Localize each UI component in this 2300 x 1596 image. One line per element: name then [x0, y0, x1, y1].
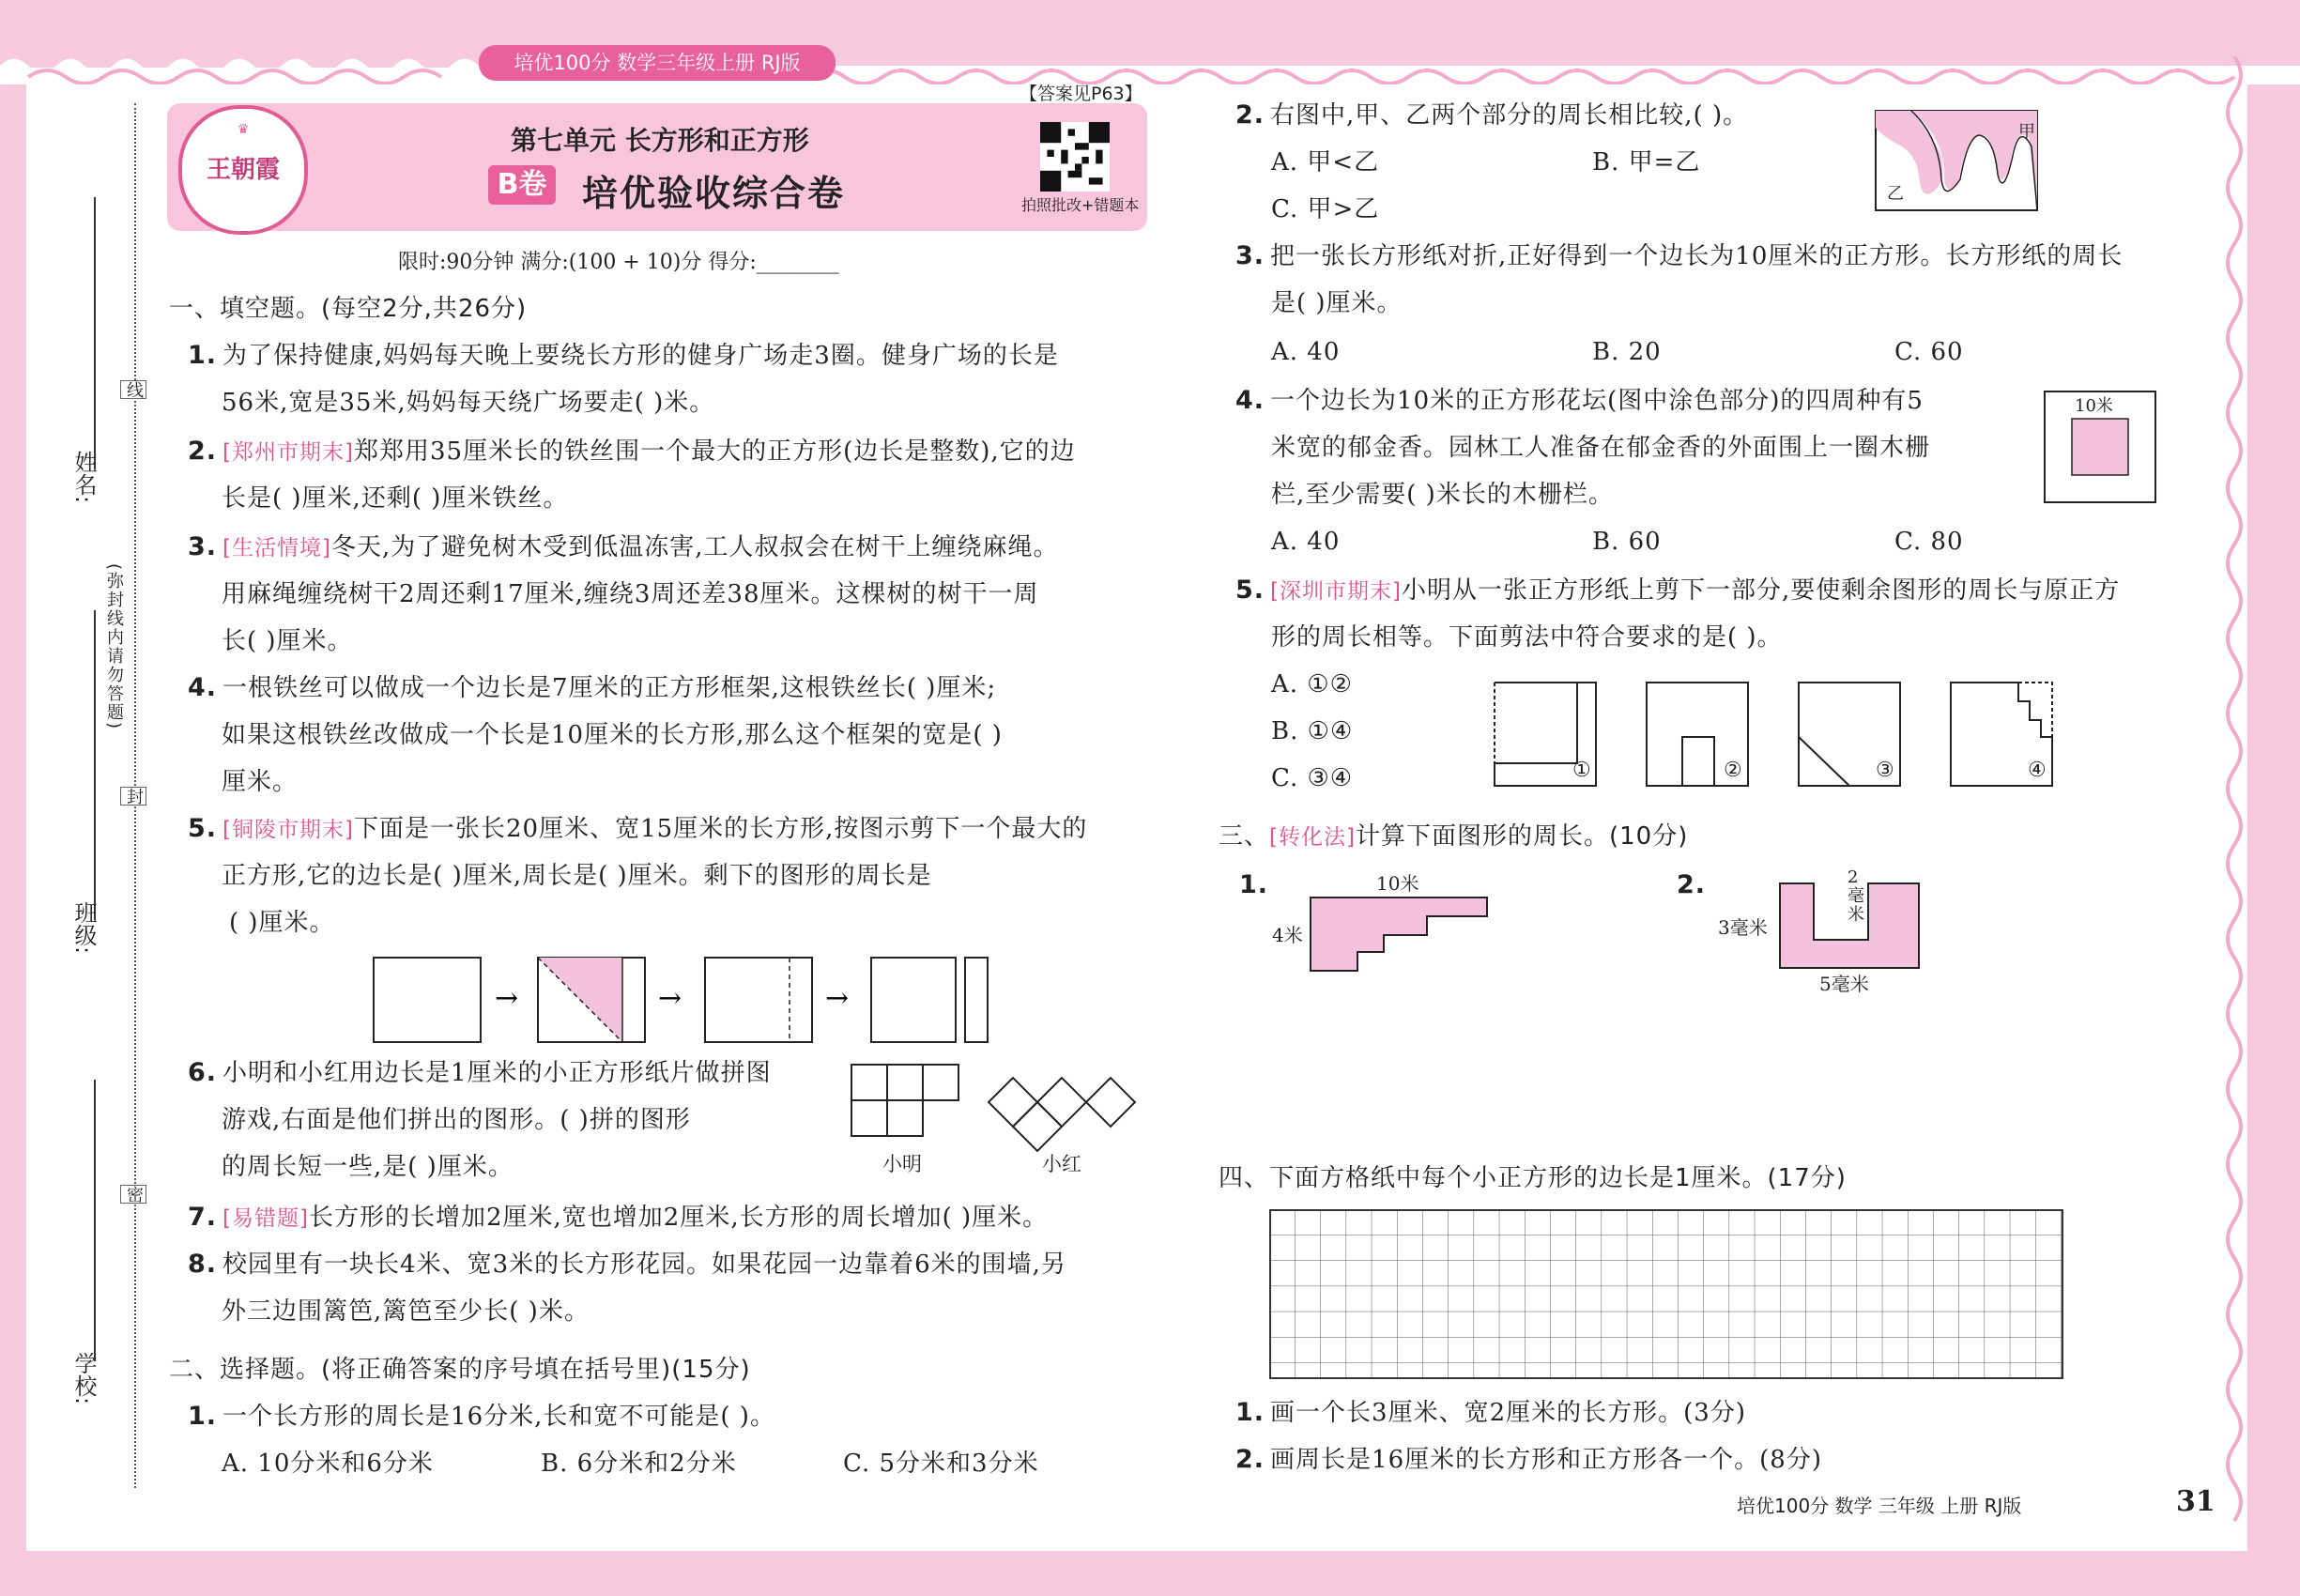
q3-2-number: 2.: [1677, 870, 1707, 899]
q1-2-line1: 2. [郑州市期末]郑郑用35厘米长的铁丝围一个最大的正方形(边长是整数),它的边: [188, 437, 1076, 466]
seal-note: (弥封线内请勿答题): [104, 563, 124, 731]
q1-6-line2: 游戏,右面是他们拼出的图形。( )拼的图形: [222, 1106, 691, 1134]
q1-8-line2: 外三边围篱笆,篱笆至少长( )米。: [222, 1297, 590, 1326]
q1-5-line3: ( )厘米。: [229, 909, 335, 937]
q2-1-line1: 1. 一个长方形的周长是16分米,长和宽不可能是( )。: [188, 1402, 775, 1431]
q3-1-label-left: 4米: [1272, 924, 1303, 946]
q2-5-option-a[interactable]: A. ①②: [1271, 670, 1353, 698]
q2-1-option-c[interactable]: C. 5分米和3分米: [843, 1450, 1039, 1478]
q2-4-line1: 4. 一个边长为10米的正方形花坛(图中涂色部分)的四周种有5: [1235, 386, 1924, 415]
q1-3-line3: 长( )厘米。: [222, 627, 353, 655]
paper-title: 培优验收综合卷: [582, 173, 846, 214]
volume-badge: B卷: [488, 165, 556, 205]
q1-6-label-xiaoming: 小明: [882, 1153, 922, 1175]
q4-1-line: 1. 画一个长3厘米、宽2厘米的长方形。(3分): [1235, 1398, 1746, 1427]
class-fill-line[interactable]: [94, 610, 96, 920]
q1-5-cut-figure: [371, 953, 1009, 1047]
q2-1-option-b[interactable]: B. 6分米和2分米: [541, 1450, 737, 1478]
class-label: 班级:: [70, 901, 97, 955]
school-label: 学校:: [70, 1352, 97, 1405]
q2-3-option-b[interactable]: B. 20: [1592, 338, 1662, 366]
q1-5-line1: 5. [铜陵市期末]下面是一张长20厘米、宽15厘米的长方形,按图示剪下一个最大的: [188, 814, 1088, 843]
brand-logo: [178, 105, 308, 235]
q3-2-label-depth: 2毫米: [1848, 867, 1864, 925]
q2-1-option-a[interactable]: A. 10分米和6分米: [222, 1450, 434, 1478]
q2-5-label-1: ①: [1572, 759, 1591, 782]
grid-paper[interactable]: [1269, 1209, 2077, 1382]
section-4-title: 四、下面方格纸中每个小正方形的边长是1厘米。(17分): [1219, 1164, 1847, 1192]
name-fill-line[interactable]: [94, 197, 96, 469]
q2-4-line3: 栏,至少需要( )米长的木栅栏。: [1271, 481, 1614, 509]
header-tab: 培优100分 数学三年级上册 RJ版: [479, 45, 836, 81]
q2-2-option-a[interactable]: A. 甲<乙: [1271, 148, 1380, 176]
q3-2-label-width: 5毫米: [1819, 973, 1869, 995]
q1-7-line1: 7. [易错题]长方形的长增加2厘米,宽也增加2厘米,长方形的周长增加( )厘米。: [188, 1203, 1049, 1232]
q3-2-label-height: 3毫米: [1718, 916, 1768, 939]
section-2-title: 二、选择题。(将正确答案的序号填在括号里)(15分): [169, 1356, 751, 1384]
q2-3-option-a[interactable]: A. 40: [1271, 338, 1341, 366]
q2-5-label-4: ④: [2028, 759, 2047, 782]
q2-2-line1: 2. 右图中,甲、乙两个部分的周长相比较,( )。: [1235, 100, 1749, 130]
logo-text: 王朝霞: [206, 156, 280, 184]
exam-meta: 限时:90分钟 满分:(100 + 10)分 得分:________: [398, 251, 839, 274]
q1-3-line2: 用麻绳缠绕树干2周还剩17厘米,缠绕3周还差38厘米。这棵树的树干一周: [222, 580, 1039, 608]
q1-1-line2: 56米,宽是35米,妈妈每天绕广场要走( )米。: [222, 389, 715, 417]
name-label: 姓名:: [70, 451, 97, 504]
q2-5-line2: 形的周长相等。下面剪法中符合要求的是( )。: [1271, 623, 1783, 652]
q2-3-option-c[interactable]: C. 60: [1894, 338, 1964, 366]
q1-6-line1: 6. 小明和小红用边长是1厘米的小正方形纸片做拼图: [188, 1058, 772, 1087]
q1-2-line2: 长是( )厘米,还剩( )厘米铁丝。: [222, 484, 569, 513]
seal-mark-xian: 线: [120, 380, 146, 399]
q2-2-option-b[interactable]: B. 甲=乙: [1592, 148, 1701, 176]
q1-5-line2: 正方形,它的边长是( )厘米,周长是( )厘米。剩下的图形的周长是: [222, 862, 932, 890]
q2-4-option-a[interactable]: A. 40: [1271, 528, 1341, 556]
q2-5-label-3: ③: [1876, 759, 1894, 782]
q1-1-line1: 1. 为了保持健康,妈妈每天晚上要绕长方形的健身广场走3圈。健身广场的长是: [188, 341, 1059, 370]
svg-text:→: →: [658, 982, 682, 1015]
q4-2-line: 2. 画周长是16厘米的长方形和正方形各一个。(8分): [1235, 1445, 1822, 1474]
page-number: 31: [2176, 1485, 2216, 1518]
q1-6-line3: 的周长短一些,是( )厘米。: [222, 1153, 514, 1181]
section-1-title: 一、填空题。(每空2分,共26分): [169, 295, 528, 323]
q2-4-label-side: 10米: [2075, 396, 2113, 416]
q2-2-label-yi: 乙: [1887, 184, 1904, 204]
footer-text: 培优100分 数学 三年级 上册 RJ版: [1737, 1495, 2022, 1517]
q2-3-line1: 3. 把一张长方形纸对折,正好得到一个边长为10厘米的正方形。长方形纸的周长: [1235, 241, 2124, 270]
q2-4-option-b[interactable]: B. 60: [1592, 528, 1662, 556]
section-3-title: 三、[转化法]计算下面图形的周长。(10分): [1219, 822, 1689, 851]
answer-ref: 【答案见P63】: [1020, 84, 1142, 104]
q2-5-option-b[interactable]: B. ①④: [1271, 717, 1354, 745]
q2-2-option-c[interactable]: C. 甲>乙: [1271, 195, 1380, 223]
seal-mark-mi: 密: [120, 1185, 146, 1204]
svg-text:→: →: [825, 982, 850, 1015]
svg-text:→: →: [495, 982, 519, 1015]
q2-2-label-jia: 甲: [2018, 122, 2035, 142]
q2-5-label-2: ②: [1724, 759, 1742, 782]
q1-4-line3: 厘米。: [222, 768, 299, 796]
q1-6-label-xiaohong: 小红: [1042, 1153, 1081, 1175]
school-fill-line[interactable]: [94, 1080, 96, 1361]
q1-8-line1: 8. 校园里有一块长4米、宽3米的长方形花园。如果花园一边靠着6米的围墙,另: [188, 1250, 1066, 1279]
wave-top-edge: [0, 56, 2300, 84]
qr-code-icon[interactable]: [1040, 122, 1110, 192]
q3-1-label-top: 10米: [1376, 872, 1419, 895]
q1-3-line1: 3. [生活情境]冬天,为了避免树木受到低温冻害,工人叔叔会在树干上缠绕麻绳。: [188, 532, 1059, 561]
qr-caption: 拍照批改+错题本: [1021, 196, 1140, 214]
q2-3-line2: 是( )厘米。: [1271, 289, 1403, 317]
logo-crown-icon: ♛: [237, 122, 250, 137]
seal-mark-feng: 封: [120, 787, 146, 806]
q2-4-option-c[interactable]: C. 80: [1894, 528, 1964, 556]
q2-5-option-c[interactable]: C. ③④: [1271, 764, 1354, 792]
q3-1-number: 1.: [1239, 870, 1269, 899]
q3-1-staircase-figure: [1305, 892, 1493, 976]
q1-4-line2: 如果这根铁丝改做成一个长是10厘米的长方形,那么这个框架的宽是( ): [222, 721, 1003, 749]
q2-5-line1: 5. [深圳市期末]小明从一张正方形纸上剪下一部分,要使剩余图形的周长与原正方: [1235, 575, 2121, 605]
q1-4-line1: 4. 一根铁丝可以做成一个边长是7厘米的正方形框架,这根铁丝长( )厘米;: [188, 673, 997, 702]
wave-right-edge: [2216, 56, 2253, 1558]
unit-title: 第七单元 长方形和正方形: [511, 125, 809, 156]
q2-4-line2: 米宽的郁金香。园林工人准备在郁金香的外面围上一圈木栅: [1271, 434, 1931, 462]
q1-6-puzzle-figures: [850, 1061, 1150, 1155]
